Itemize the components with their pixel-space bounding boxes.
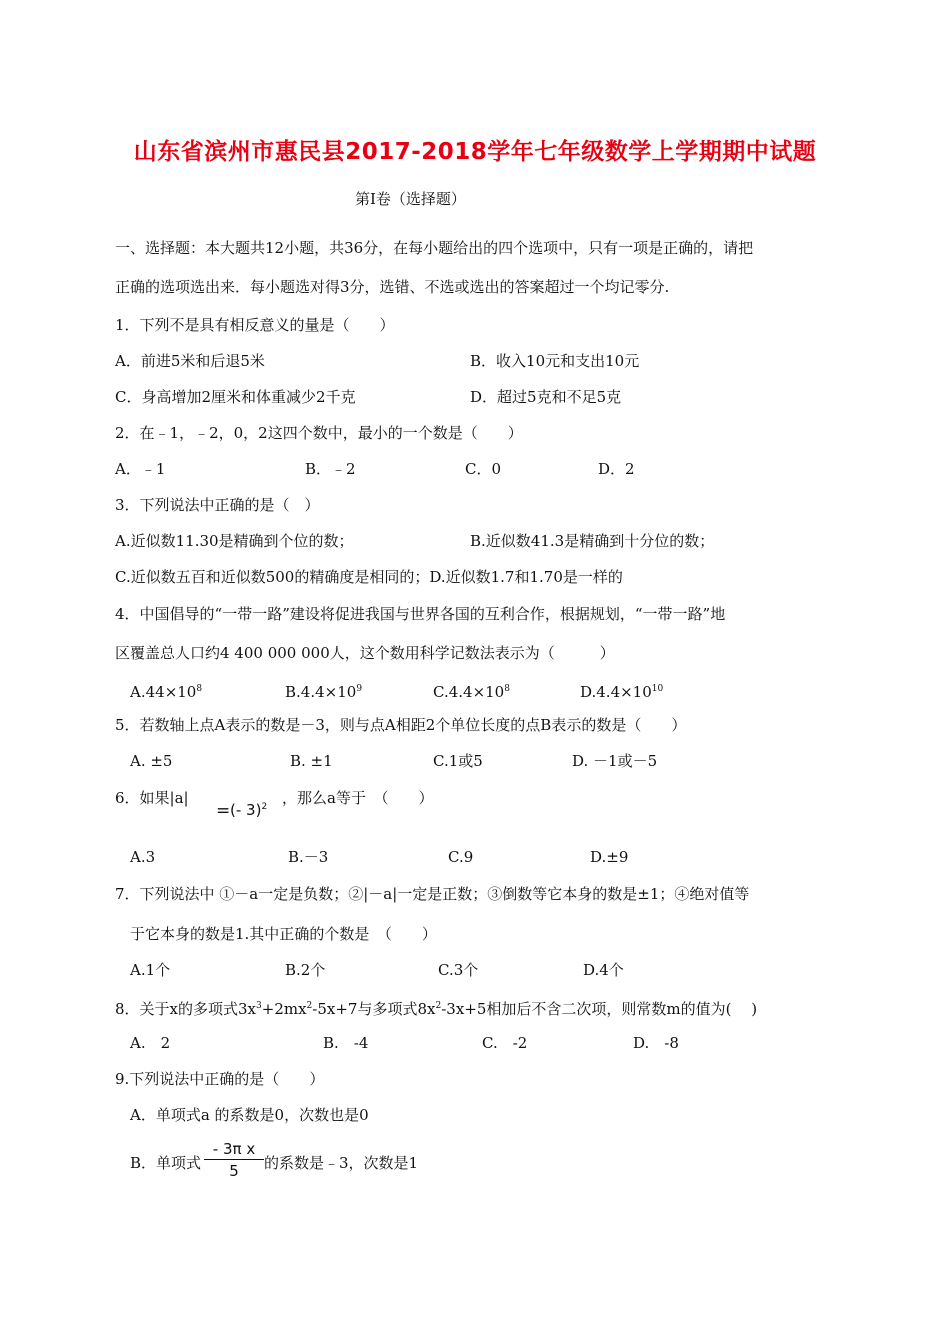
section-subtitle: 第Ⅰ卷（选择题）: [355, 190, 466, 208]
q1-option-d: D．超过5克和不足5克: [470, 388, 622, 406]
q7-stem-line-1: 7．下列说法中 ①－a一定是负数；②|－a|一定是正数；③倒数等它本身的数是±1；④绝对值等: [115, 885, 750, 903]
q9-option-b-end: 的系数是﹣3，次数是1: [264, 1154, 419, 1172]
q6-option-b: B.－3: [288, 848, 329, 866]
q4-option-a-exponent: 8: [196, 684, 203, 694]
q6-equals: =: [216, 801, 231, 821]
q3-option-a: A.近似数11.30是精确到个位的数；: [115, 532, 354, 550]
q4-stem-line-1: 4．中国倡导的“一带一路”建设将促进我国与世界各国的互利合作，根据规划，“一带一路”地: [115, 605, 726, 623]
q6-power-exponent: 2: [261, 802, 268, 812]
q9-fraction-numerator: - 3π x: [204, 1140, 264, 1160]
q4-option-b-exponent: 9: [356, 684, 363, 694]
q6-stem-end: ，那么a等于 （ ）: [282, 789, 434, 807]
q4-option-b: $B.4.4\times 10^9$: [285, 683, 363, 701]
q8-stem: 8．关于x的多项式$3x^3+2mx^2-5x+7$与多项式$8x^2-3x+5$相加后不含二次项，则常数m的值为( ): [115, 1000, 758, 1018]
q3-option-cd: C.近似数五百和近似数500的精确度是相同的；D.近似数1.7和1.70是一样的: [115, 568, 623, 586]
q8-option-b: B. -4: [323, 1034, 369, 1052]
q6-stem-start: 6．如果|a|: [115, 789, 189, 807]
q8-option-a: A. 2: [130, 1034, 171, 1052]
q2-stem: 2．在﹣1，﹣2，0，2这四个数中，最小的一个数是（ ）: [115, 424, 523, 442]
q2-option-b: B．﹣2: [305, 460, 356, 478]
q9-option-b-start: B．单项式: [130, 1154, 202, 1172]
q1-stem: 1．下列不是具有相反意义的量是（ ）: [115, 316, 395, 334]
q6-option-d: D.±9: [590, 848, 629, 866]
q4-option-c: $C.4.4\times 10^8$: [433, 683, 510, 701]
q1-option-c: C．身高增加2厘米和体重减少2千克: [115, 388, 356, 406]
page-title: 山东省滨州市惠民县2017-2018学年七年级数学上学期期中试题: [133, 139, 817, 165]
q8-option-c: C. -2: [482, 1034, 528, 1052]
q7-option-c: C.3个: [438, 961, 479, 979]
q5-option-c: C.1或5: [433, 752, 483, 770]
q5-option-b: B. ±1: [290, 752, 333, 770]
q9-stem: 9.下列说法中正确的是（ ）: [115, 1070, 325, 1088]
intro-line-2: 正确的选项选出来．每小题选对得3分，选错、不选或选出的答案超过一个均记零分.: [115, 278, 670, 296]
q5-option-a: A. ±5: [130, 752, 173, 770]
q2-option-d: D．2: [598, 460, 635, 478]
q7-option-b: B.2个: [285, 961, 326, 979]
q7-option-d: D.4个: [583, 961, 624, 979]
q6-option-a: A.3: [130, 848, 156, 866]
q9-option-a: A．单项式a 的系数是0，次数也是0: [130, 1106, 369, 1124]
q9-fraction-denominator: 5: [229, 1162, 239, 1180]
q8-option-d: D. -8: [633, 1034, 679, 1052]
q5-option-d: D. －1或－5: [572, 752, 658, 770]
intro-line-1: 一、选择题：本大题共12小题，共36分，在每小题给出的四个选项中，只有一项是正确的，请把: [115, 239, 754, 257]
q4-option-a: $A.44\times 10^8$: [130, 683, 203, 701]
q3-stem: 3．下列说法中正确的是（ ）: [115, 496, 320, 514]
q4-stem-line-2: 区覆盖总人口约4 400 000 000人，这个数用科学记数法表示为（ ）: [115, 644, 615, 662]
q7-option-a: A.1个: [130, 961, 171, 979]
q2-option-a: A．﹣1: [115, 460, 166, 478]
q9-fraction: [204, 1140, 264, 1180]
q6-power-expression: (- 3)$^2$: [230, 801, 268, 819]
q3-option-b: B.近似数41.3是精确到十分位的数；: [470, 532, 715, 550]
q6-option-c: C.9: [448, 848, 474, 866]
q4-option-c-exponent: 8: [504, 684, 510, 694]
q4-option-d: $D.4.4\times 10^{10}$: [580, 683, 664, 701]
q5-stem: 5．若数轴上点A表示的数是－3，则与点A相距2个单位长度的点B表示的数是（ ）: [115, 716, 687, 734]
q7-stem-line-2: 于它本身的数是1.其中正确的个数是 （ ）: [130, 925, 437, 943]
q4-option-d-exponent: 10: [651, 684, 664, 694]
q1-option-b: B．收入10元和支出10元: [470, 352, 640, 370]
q2-option-c: C．0: [465, 460, 502, 478]
q1-option-a: A．前进5米和后退5米: [115, 352, 265, 370]
